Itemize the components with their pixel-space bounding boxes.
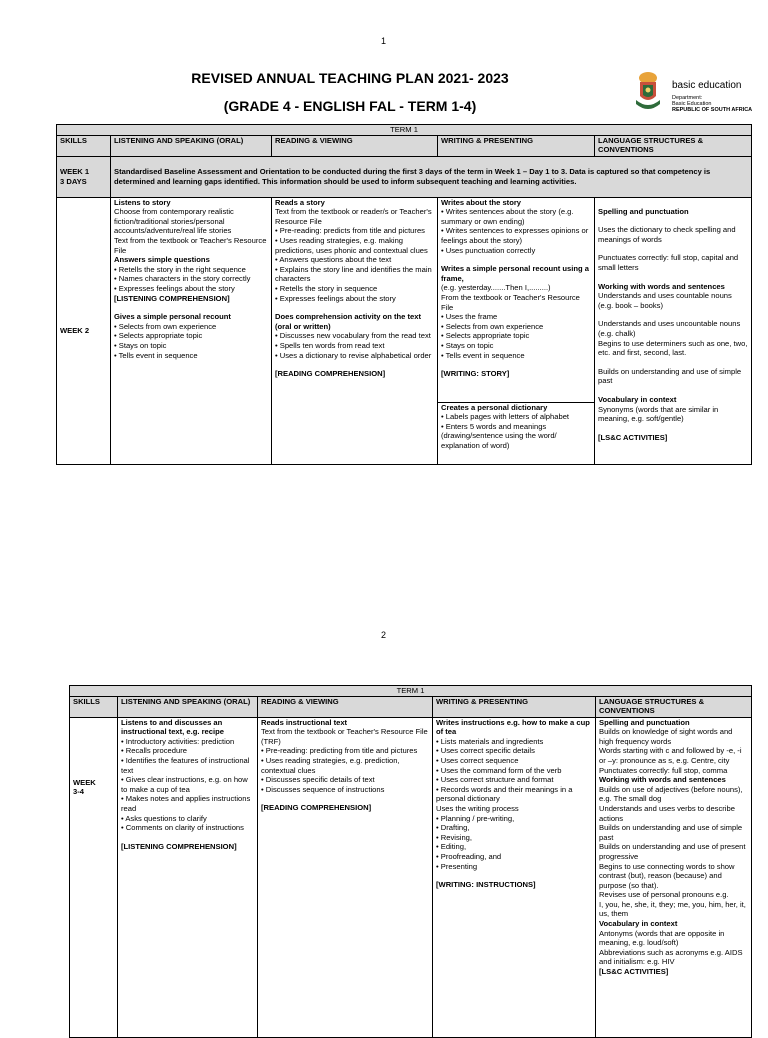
cell-line: Punctuates correctly: full stop, capital and small letters bbox=[598, 253, 739, 272]
cell-line: • Labels pages with letters of alphabet bbox=[441, 412, 570, 422]
cell-line: Text from the textbook or Teacher's Resource File (TRF) bbox=[261, 727, 428, 746]
col-header-skills: SKILLS bbox=[57, 135, 111, 156]
col-header-language-2: LANGUAGE STRUCTURES & CONVENTIONS bbox=[596, 696, 752, 717]
cell-line: I, you, he, she, it, they; me, you, him, her, it, us, them bbox=[599, 899, 746, 919]
cell-line bbox=[121, 833, 254, 842]
cell-line: Vocabulary in context bbox=[598, 394, 677, 404]
cell-line bbox=[436, 871, 592, 880]
term1-week1-2-table bbox=[56, 124, 752, 465]
week2-writing-cell bbox=[438, 197, 595, 402]
cell-line bbox=[441, 360, 591, 369]
cell-line: • Enters 5 words and meanings (drawing/sentence using the word/ explanation of word) bbox=[441, 421, 557, 450]
page-number-1: 1 bbox=[381, 36, 387, 46]
cell-line: Reads instructional text bbox=[261, 717, 348, 727]
cell-line: • Uses punctuation correctly bbox=[441, 245, 536, 255]
cell-line: Working with words and sentences bbox=[598, 281, 725, 291]
cell-line: [READING COMPREHENSION] bbox=[261, 803, 372, 813]
cell-line: • Discusses specific details of text bbox=[261, 775, 375, 785]
cell-line: • Drafting, bbox=[436, 823, 470, 833]
cell-line: • Records words and their meanings in a personal dictionary bbox=[436, 784, 573, 804]
cell-line: • Spells ten words from read text bbox=[275, 340, 385, 350]
week2-listening-cell bbox=[111, 197, 272, 464]
col-header-reading-2: READING & VIEWING bbox=[258, 696, 433, 717]
logo-brand: basic education bbox=[672, 80, 742, 91]
cell-line: • Proofreading, and bbox=[436, 851, 502, 861]
cell-line: • Selects from own experience bbox=[441, 321, 544, 331]
cell-line: Text from the textbook or reader/s or Teacher's Resource File bbox=[275, 207, 432, 226]
cell-line: Synonyms (words that are similar in meaning, e.g. soft/gentle) bbox=[598, 404, 719, 424]
cell-line: • Makes notes and applies instructions bbox=[121, 794, 251, 804]
cell-line: Begins to use connecting words to show contrast (but), reason (because) and purpose (so that). bbox=[599, 861, 735, 890]
cell-line: Begins to use determiners such as one, two, etc. and first, second, last. bbox=[598, 338, 748, 358]
cell-line: Does comprehension activity on the text (oral or written) bbox=[275, 312, 422, 331]
cell-line bbox=[261, 794, 429, 803]
cell-line: Uses the dictionary to check spelling and meanings of words bbox=[598, 225, 736, 244]
week3-4-language-cell bbox=[596, 717, 752, 1037]
cell-line: Punctuates correctly: full stop, comma bbox=[599, 765, 728, 775]
cell-line: Understands and uses verbs to describe actions bbox=[599, 803, 735, 823]
basic-education-logo bbox=[634, 70, 754, 120]
cell-line: • Discusses new vocabulary from the read text bbox=[275, 331, 431, 341]
cell-line bbox=[275, 303, 434, 312]
cell-line: [WRITING: INSTRUCTIONS] bbox=[436, 880, 536, 890]
cell-line: • Stays on topic bbox=[441, 340, 494, 350]
cell-line: [LISTENING COMPREHENSION] bbox=[114, 293, 230, 303]
cell-line: • Writes sentences to expresses opinions or feelings about the story) bbox=[441, 226, 589, 245]
cell-line: • Recalls procedure bbox=[121, 746, 187, 756]
cell-line: Listens to and discusses an instructional text, e.g. recipe bbox=[121, 717, 224, 737]
cell-line bbox=[598, 244, 748, 253]
cell-line: • Selects appropriate topic bbox=[114, 331, 203, 341]
cell-line: • Introductory activities: prediction bbox=[121, 736, 235, 746]
cell-line: • Uses correct specific details bbox=[436, 746, 535, 756]
cell-line: • Lists materials and ingredients bbox=[436, 736, 544, 746]
cell-line bbox=[598, 386, 748, 395]
cell-line: • Names characters in the story correctly bbox=[114, 274, 251, 284]
cell-line: • Uses a dictionary to revise alphabetical order bbox=[275, 350, 432, 360]
term-header: TERM 1 bbox=[57, 125, 752, 136]
cell-line: Listens to story bbox=[114, 197, 171, 207]
cell-line: Understands and uses uncountable nouns (e.g. chalk) bbox=[598, 319, 741, 338]
cell-line: read bbox=[121, 803, 137, 813]
cell-line: Spelling and punctuation bbox=[599, 717, 690, 727]
cell-line: • Uses reading strategies, e.g. making predictions, uses phonic and contextual clues bbox=[275, 235, 428, 255]
col-header-listening: LISTENING AND SPEAKING (ORAL) bbox=[111, 135, 272, 156]
cell-line: • Expresses feelings about the story bbox=[114, 283, 235, 293]
cell-line: Abbreviations such as acronyms e.g. AIDS and initialism: e.g. HIV bbox=[599, 947, 743, 967]
cell-line: • Asks questions to clarify bbox=[121, 813, 207, 823]
cell-line: Writes about the story bbox=[441, 197, 522, 207]
cell-line: • Retells the story in sequence bbox=[275, 283, 378, 293]
cell-line: Text from the textbook or Teacher's Resource File bbox=[114, 235, 267, 255]
cell-line: [LS&C ACTIVITIES] bbox=[599, 967, 669, 977]
cell-line: text bbox=[121, 765, 134, 775]
term-header-2: TERM 1 bbox=[70, 686, 752, 697]
cell-line: Builds on use of adjectives (before nouns), e.g. The small dog bbox=[599, 784, 743, 804]
col-header-listening-2: LISTENING AND SPEAKING (ORAL) bbox=[118, 696, 258, 717]
cell-line bbox=[275, 360, 434, 369]
week2-language-cell bbox=[595, 197, 752, 464]
week3-4-reading-cell bbox=[258, 717, 433, 1037]
cell-line: • Uses the frame bbox=[441, 312, 498, 322]
cell-line: Gives a simple personal recount bbox=[114, 312, 231, 322]
plan-title: REVISED ANNUAL TEACHING PLAN 2021- 2023 bbox=[191, 70, 509, 86]
cell-line: • Tells event in sequence bbox=[114, 350, 198, 360]
logo-subtext: Department: Basic Education REPUBLIC OF SOUTH AFRICA bbox=[672, 95, 753, 113]
col-header-skills-2: SKILLS bbox=[70, 696, 118, 717]
cell-line: Builds on understanding and use of present progressive bbox=[599, 842, 746, 861]
cell-line: • Comments on clarity of instructions bbox=[121, 823, 244, 833]
cell-line: • Pre-reading: predicts from title and pictures bbox=[275, 226, 425, 236]
cell-line: • Editing, bbox=[436, 842, 467, 852]
cell-line: Builds on knowledge of sight words and high frequency words bbox=[599, 727, 733, 746]
cell-line: From the textbook or Teacher's Resource File bbox=[441, 292, 580, 312]
cell-line: Writes instructions e.g. how to make a cup of tea bbox=[436, 717, 590, 737]
cell-line bbox=[598, 198, 748, 207]
cell-line: • Answers questions about the text bbox=[275, 255, 392, 265]
cell-line: Understands and uses countable nouns (e.g. book – books) bbox=[598, 291, 732, 310]
cell-line: Working with words and sentences bbox=[599, 775, 726, 785]
cell-line: Words starting with c and followed by -e, -i or –y: pronounce as s, e.g. Centre, city bbox=[599, 746, 742, 765]
cell-line: • Uses the command form of the verb bbox=[436, 765, 562, 775]
cell-line: [LS&C ACTIVITIES] bbox=[598, 432, 668, 442]
cell-line bbox=[598, 424, 748, 433]
cell-line: • Expresses feelings about the story bbox=[275, 293, 396, 303]
cell-line: • Gives clear instructions, e.g. on how bbox=[121, 775, 248, 785]
cell-line bbox=[598, 358, 748, 367]
cell-line: • Explains the story line and identifies the main characters bbox=[275, 264, 432, 284]
cell-line: • Uses reading strategies, e.g. prediction, contextual clues bbox=[261, 755, 400, 775]
cell-line: Vocabulary in context bbox=[599, 919, 678, 929]
cell-line: • Uses correct sequence bbox=[436, 755, 519, 765]
cell-line bbox=[598, 216, 748, 225]
cell-line: • Selects appropriate topic bbox=[441, 331, 530, 341]
cell-line: • Presenting bbox=[436, 861, 478, 871]
cell-line bbox=[441, 255, 591, 264]
week3-4-label: WEEK 3-4 bbox=[70, 717, 118, 1037]
cell-line: to make a cup of tea bbox=[121, 784, 190, 794]
cell-line: • Pre-reading: predicting from title and pictures bbox=[261, 746, 418, 756]
cell-line: • Retells the story in the right sequence bbox=[114, 264, 246, 274]
cell-line: • Selects from own experience bbox=[114, 321, 217, 331]
cell-line: • Revising, bbox=[436, 832, 472, 842]
cell-line: • Writes sentences about the story (e.g. summary or own ending) bbox=[441, 207, 574, 226]
col-header-writing: WRITING & PRESENTING bbox=[438, 135, 595, 156]
cell-line: [LISTENING COMPREHENSION] bbox=[121, 841, 237, 851]
col-header-language: LANGUAGE STRUCTURES & CONVENTIONS bbox=[595, 135, 752, 156]
cell-line: Choose from contemporary realistic fiction/traditional stories/personal accounts/adventure/real life stories bbox=[114, 207, 234, 236]
coat-of-arms-icon bbox=[634, 70, 662, 112]
cell-line: Builds on understanding and use of simple past bbox=[598, 366, 742, 386]
week2-label: WEEK 2 bbox=[57, 197, 111, 464]
week1-baseline-note: Standardised Baseline Assessment and Orientation to be conducted during the first 3 days of the term in Week 1 – Day 1 to 3. Data is captured so that competency is determined and learning gaps identified. This information should be used to inform subsequent teaching and learning activities. bbox=[111, 156, 752, 197]
cell-line bbox=[598, 273, 748, 282]
cell-line: [READING COMPREHENSION] bbox=[275, 369, 386, 379]
week2-reading-cell bbox=[272, 197, 438, 464]
cell-line: • Planning / pre-writing, bbox=[436, 813, 515, 823]
week3-4-writing-cell bbox=[433, 717, 596, 1037]
week2-dictionary-cell bbox=[438, 402, 595, 464]
plan-subtitle: (GRADE 4 - ENGLISH FAL - TERM 1-4) bbox=[223, 98, 477, 114]
cell-line: (e.g. yesterday.......Then I,.........) bbox=[441, 283, 551, 293]
cell-line: • Tells event in sequence bbox=[441, 350, 525, 360]
cell-line: • Stays on topic bbox=[114, 340, 167, 350]
cell-line: Reads a story bbox=[275, 197, 325, 207]
cell-line bbox=[598, 310, 748, 319]
cell-line: Antonyms (words that are opposite in meaning, e.g. loud/soft) bbox=[599, 928, 725, 948]
page-number-2: 2 bbox=[381, 630, 387, 640]
cell-line: [WRITING: STORY] bbox=[441, 369, 510, 379]
cell-line: Answers simple questions bbox=[114, 255, 210, 265]
week3-4-listening-cell bbox=[118, 717, 258, 1037]
col-header-reading: READING & VIEWING bbox=[272, 135, 438, 156]
cell-line: Builds on understanding and use of simple past bbox=[599, 823, 743, 842]
cell-line: Revises use of personal pronouns e.g. bbox=[599, 890, 729, 900]
cell-line: • Uses correct structure and format bbox=[436, 775, 554, 785]
cell-line: Writes a simple personal recount using a frame, bbox=[441, 264, 589, 283]
cell-line: • Identifies the features of instructional bbox=[121, 755, 250, 765]
cell-line: Uses the writing process bbox=[436, 803, 519, 813]
cell-line: Creates a personal dictionary bbox=[441, 402, 548, 412]
term1-week3-4-table bbox=[69, 685, 752, 1038]
cell-line bbox=[114, 303, 268, 312]
cell-line: Spelling and punctuation bbox=[598, 206, 689, 216]
week1-label: WEEK 1 3 DAYS bbox=[57, 156, 111, 197]
cell-line: • Discusses sequence of instructions bbox=[261, 784, 385, 794]
col-header-writing-2: WRITING & PRESENTING bbox=[433, 696, 596, 717]
